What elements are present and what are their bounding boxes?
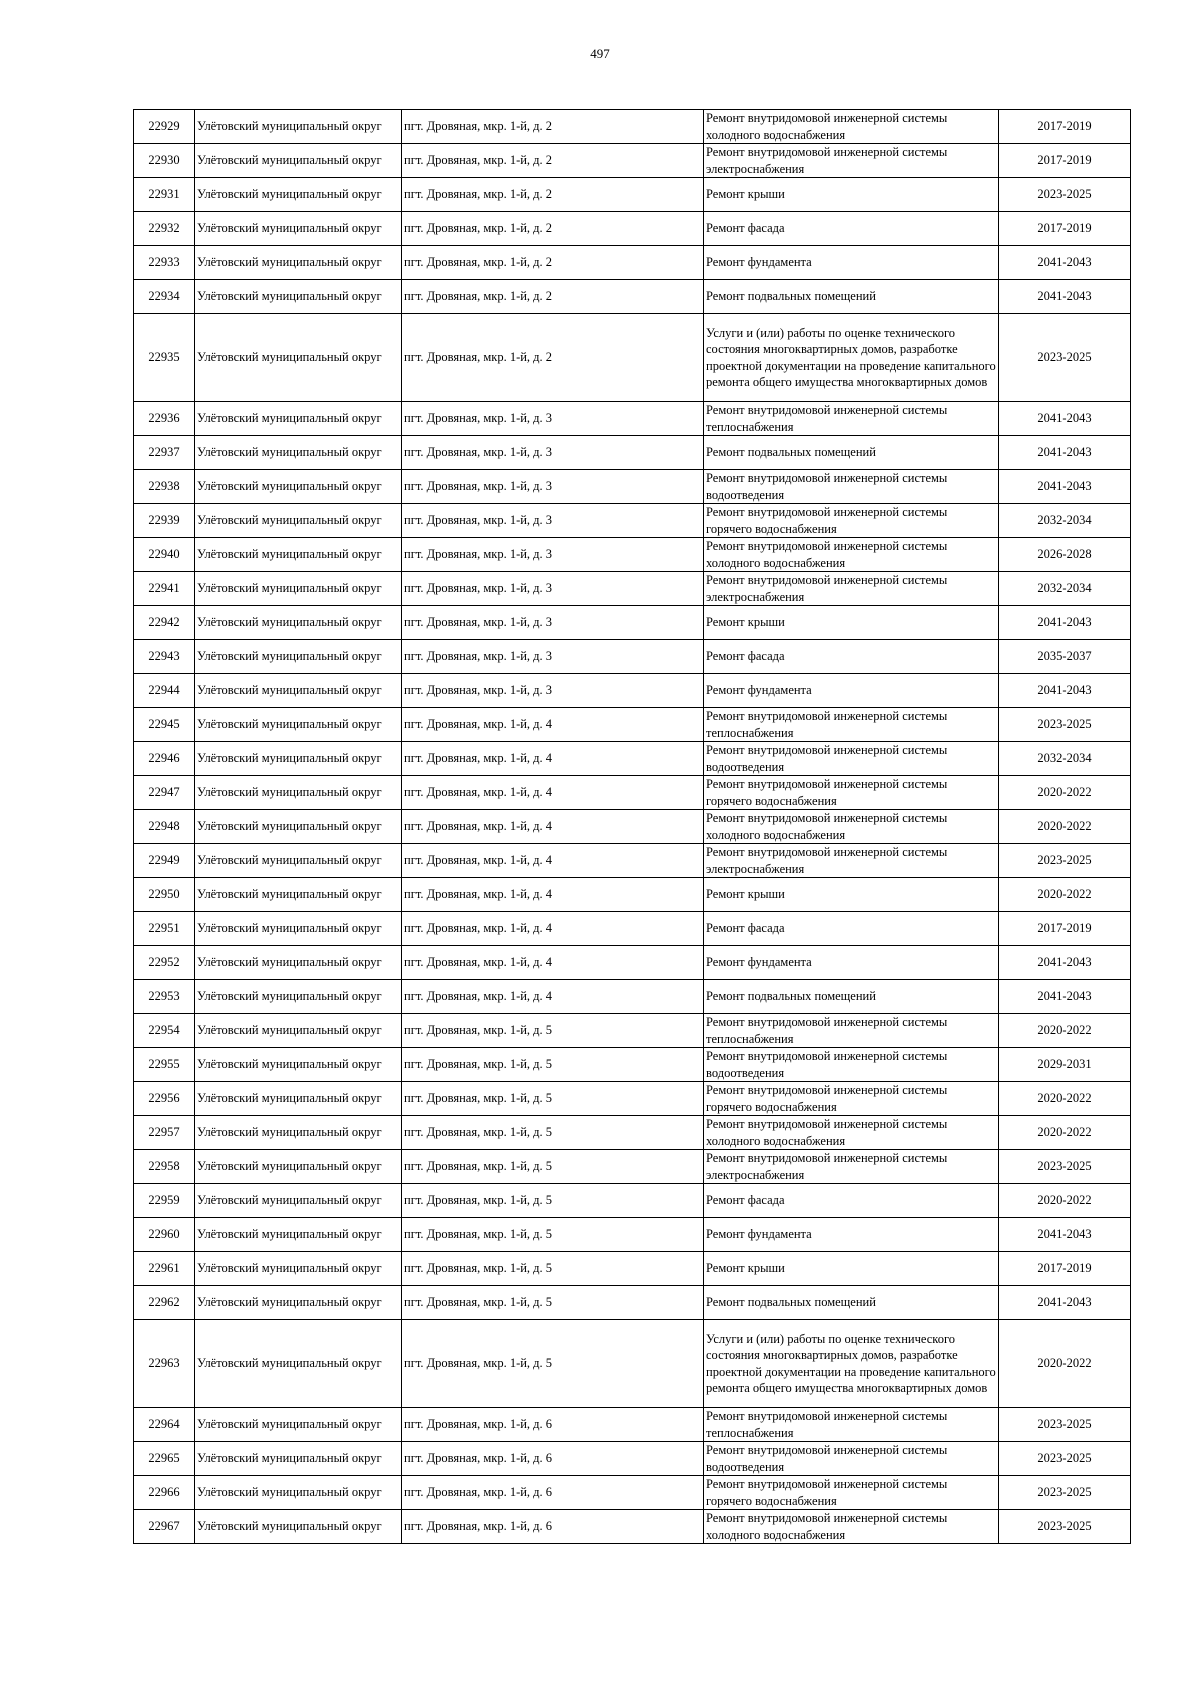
work-type-cell: Услуги и (или) работы по оценке технического состояния многоквартирных домов, разработке проектной документации на проведение капитального ремонта общего имущества многоквартирных домов <box>704 1320 999 1408</box>
address-cell: пгт. Дровяная, мкр. 1-й, д. 5 <box>402 1218 704 1252</box>
address-cell: пгт. Дровяная, мкр. 1-й, д. 5 <box>402 1320 704 1408</box>
address-cell: пгт. Дровяная, мкр. 1-й, д. 2 <box>402 110 704 144</box>
district-cell: Улётовский муниципальный округ <box>195 1184 402 1218</box>
row-number-cell: 22943 <box>134 640 195 674</box>
period-cell: 2023-2025 <box>999 1476 1131 1510</box>
work-type-cell: Ремонт крыши <box>704 1252 999 1286</box>
row-number-cell: 22948 <box>134 810 195 844</box>
work-type-cell: Ремонт внутридомовой инженерной системы теплоснабжения <box>704 708 999 742</box>
row-number-cell: 22958 <box>134 1150 195 1184</box>
district-cell: Улётовский муниципальный округ <box>195 212 402 246</box>
row-number-cell: 22966 <box>134 1476 195 1510</box>
period-cell: 2041-2043 <box>999 470 1131 504</box>
table-row <box>134 1510 1131 1544</box>
work-type-cell: Ремонт фундамента <box>704 1218 999 1252</box>
row-number-cell: 22940 <box>134 538 195 572</box>
row-number-cell: 22963 <box>134 1320 195 1408</box>
period-cell: 2023-2025 <box>999 314 1131 402</box>
table-row <box>134 1476 1131 1510</box>
address-cell: пгт. Дровяная, мкр. 1-й, д. 6 <box>402 1476 704 1510</box>
district-cell: Улётовский муниципальный округ <box>195 470 402 504</box>
repair-schedule-table <box>133 109 1131 1544</box>
table-row <box>134 776 1131 810</box>
district-cell: Улётовский муниципальный округ <box>195 946 402 980</box>
table-row <box>134 912 1131 946</box>
table-row <box>134 1082 1131 1116</box>
address-cell: пгт. Дровяная, мкр. 1-й, д. 6 <box>402 1510 704 1544</box>
row-number-cell: 22955 <box>134 1048 195 1082</box>
district-cell: Улётовский муниципальный округ <box>195 776 402 810</box>
work-type-cell: Ремонт фундамента <box>704 946 999 980</box>
address-cell: пгт. Дровяная, мкр. 1-й, д. 5 <box>402 1014 704 1048</box>
district-cell: Улётовский муниципальный округ <box>195 178 402 212</box>
district-cell: Улётовский муниципальный округ <box>195 1510 402 1544</box>
row-number-cell: 22959 <box>134 1184 195 1218</box>
row-number-cell: 22931 <box>134 178 195 212</box>
period-cell: 2017-2019 <box>999 1252 1131 1286</box>
work-type-cell: Ремонт подвальных помещений <box>704 1286 999 1320</box>
address-cell: пгт. Дровяная, мкр. 1-й, д. 2 <box>402 178 704 212</box>
address-cell: пгт. Дровяная, мкр. 1-й, д. 4 <box>402 912 704 946</box>
address-cell: пгт. Дровяная, мкр. 1-й, д. 4 <box>402 708 704 742</box>
district-cell: Улётовский муниципальный округ <box>195 402 402 436</box>
row-number-cell: 22960 <box>134 1218 195 1252</box>
address-cell: пгт. Дровяная, мкр. 1-й, д. 3 <box>402 606 704 640</box>
district-cell: Улётовский муниципальный округ <box>195 810 402 844</box>
district-cell: Улётовский муниципальный округ <box>195 1150 402 1184</box>
period-cell: 2041-2043 <box>999 606 1131 640</box>
district-cell: Улётовский муниципальный округ <box>195 1442 402 1476</box>
period-cell: 2023-2025 <box>999 1150 1131 1184</box>
table-row <box>134 1150 1131 1184</box>
row-number-cell: 22945 <box>134 708 195 742</box>
address-cell: пгт. Дровяная, мкр. 1-й, д. 3 <box>402 470 704 504</box>
period-cell: 2041-2043 <box>999 1218 1131 1252</box>
district-cell: Улётовский муниципальный округ <box>195 708 402 742</box>
row-number-cell: 22956 <box>134 1082 195 1116</box>
work-type-cell: Ремонт внутридомовой инженерной системы электроснабжения <box>704 1150 999 1184</box>
address-cell: пгт. Дровяная, мкр. 1-й, д. 4 <box>402 980 704 1014</box>
work-type-cell: Ремонт фундамента <box>704 674 999 708</box>
district-cell: Улётовский муниципальный округ <box>195 1082 402 1116</box>
district-cell: Улётовский муниципальный округ <box>195 640 402 674</box>
row-number-cell: 22949 <box>134 844 195 878</box>
address-cell: пгт. Дровяная, мкр. 1-й, д. 4 <box>402 844 704 878</box>
work-type-cell: Ремонт внутридомовой инженерной системы водоотведения <box>704 742 999 776</box>
work-type-cell: Ремонт внутридомовой инженерной системы горячего водоснабжения <box>704 1476 999 1510</box>
work-type-cell: Ремонт внутридомовой инженерной системы электроснабжения <box>704 144 999 178</box>
address-cell: пгт. Дровяная, мкр. 1-й, д. 4 <box>402 742 704 776</box>
period-cell: 2041-2043 <box>999 674 1131 708</box>
table-row <box>134 110 1131 144</box>
address-cell: пгт. Дровяная, мкр. 1-й, д. 3 <box>402 640 704 674</box>
district-cell: Улётовский муниципальный округ <box>195 606 402 640</box>
work-type-cell: Ремонт внутридомовой инженерной системы холодного водоснабжения <box>704 110 999 144</box>
work-type-cell: Ремонт внутридомовой инженерной системы холодного водоснабжения <box>704 1116 999 1150</box>
row-number-cell: 22964 <box>134 1408 195 1442</box>
address-cell: пгт. Дровяная, мкр. 1-й, д. 4 <box>402 946 704 980</box>
district-cell: Улётовский муниципальный округ <box>195 742 402 776</box>
period-cell: 2041-2043 <box>999 402 1131 436</box>
table-row <box>134 280 1131 314</box>
address-cell: пгт. Дровяная, мкр. 1-й, д. 2 <box>402 280 704 314</box>
row-number-cell: 22951 <box>134 912 195 946</box>
period-cell: 2017-2019 <box>999 144 1131 178</box>
table-row <box>134 1252 1131 1286</box>
row-number-cell: 22954 <box>134 1014 195 1048</box>
period-cell: 2041-2043 <box>999 1286 1131 1320</box>
row-number-cell: 22935 <box>134 314 195 402</box>
period-cell: 2020-2022 <box>999 1184 1131 1218</box>
row-number-cell: 22929 <box>134 110 195 144</box>
address-cell: пгт. Дровяная, мкр. 1-й, д. 2 <box>402 212 704 246</box>
work-type-cell: Ремонт внутридомовой инженерной системы электроснабжения <box>704 844 999 878</box>
address-cell: пгт. Дровяная, мкр. 1-й, д. 3 <box>402 572 704 606</box>
row-number-cell: 22930 <box>134 144 195 178</box>
table-row <box>134 178 1131 212</box>
row-number-cell: 22941 <box>134 572 195 606</box>
address-cell: пгт. Дровяная, мкр. 1-й, д. 5 <box>402 1150 704 1184</box>
row-number-cell: 22938 <box>134 470 195 504</box>
work-type-cell: Ремонт фасада <box>704 912 999 946</box>
district-cell: Улётовский муниципальный округ <box>195 538 402 572</box>
table-row <box>134 1218 1131 1252</box>
period-cell: 2020-2022 <box>999 776 1131 810</box>
work-type-cell: Ремонт крыши <box>704 878 999 912</box>
period-cell: 2041-2043 <box>999 280 1131 314</box>
table-row <box>134 538 1131 572</box>
period-cell: 2032-2034 <box>999 742 1131 776</box>
district-cell: Улётовский муниципальный округ <box>195 314 402 402</box>
period-cell: 2041-2043 <box>999 980 1131 1014</box>
table-row <box>134 606 1131 640</box>
row-number-cell: 22933 <box>134 246 195 280</box>
district-cell: Улётовский муниципальный округ <box>195 504 402 538</box>
row-number-cell: 22942 <box>134 606 195 640</box>
period-cell: 2023-2025 <box>999 1442 1131 1476</box>
address-cell: пгт. Дровяная, мкр. 1-й, д. 4 <box>402 776 704 810</box>
work-type-cell: Ремонт внутридомовой инженерной системы водоотведения <box>704 470 999 504</box>
work-type-cell: Ремонт фундамента <box>704 246 999 280</box>
district-cell: Улётовский муниципальный округ <box>195 246 402 280</box>
district-cell: Улётовский муниципальный округ <box>195 1218 402 1252</box>
row-number-cell: 22961 <box>134 1252 195 1286</box>
table-body <box>134 110 1131 1544</box>
address-cell: пгт. Дровяная, мкр. 1-й, д. 5 <box>402 1286 704 1320</box>
row-number-cell: 22947 <box>134 776 195 810</box>
work-type-cell: Ремонт внутридомовой инженерной системы водоотведения <box>704 1442 999 1476</box>
row-number-cell: 22934 <box>134 280 195 314</box>
table-row <box>134 1048 1131 1082</box>
work-type-cell: Ремонт подвальных помещений <box>704 280 999 314</box>
period-cell: 2041-2043 <box>999 436 1131 470</box>
table-row <box>134 1184 1131 1218</box>
period-cell: 2023-2025 <box>999 708 1131 742</box>
work-type-cell: Ремонт внутридомовой инженерной системы теплоснабжения <box>704 1014 999 1048</box>
district-cell: Улётовский муниципальный округ <box>195 878 402 912</box>
address-cell: пгт. Дровяная, мкр. 1-й, д. 3 <box>402 504 704 538</box>
row-number-cell: 22953 <box>134 980 195 1014</box>
period-cell: 2023-2025 <box>999 178 1131 212</box>
district-cell: Улётовский муниципальный округ <box>195 1252 402 1286</box>
district-cell: Улётовский муниципальный округ <box>195 1476 402 1510</box>
table-row <box>134 1286 1131 1320</box>
period-cell: 2023-2025 <box>999 844 1131 878</box>
work-type-cell: Ремонт фасада <box>704 640 999 674</box>
row-number-cell: 22937 <box>134 436 195 470</box>
district-cell: Улётовский муниципальный округ <box>195 280 402 314</box>
table-row <box>134 1116 1131 1150</box>
table-row <box>134 144 1131 178</box>
table-row <box>134 212 1131 246</box>
district-cell: Улётовский муниципальный округ <box>195 980 402 1014</box>
period-cell: 2023-2025 <box>999 1510 1131 1544</box>
work-type-cell: Ремонт внутридомовой инженерной системы горячего водоснабжения <box>704 776 999 810</box>
period-cell: 2017-2019 <box>999 212 1131 246</box>
period-cell: 2020-2022 <box>999 1082 1131 1116</box>
table-row <box>134 946 1131 980</box>
table-row <box>134 470 1131 504</box>
address-cell: пгт. Дровяная, мкр. 1-й, д. 5 <box>402 1252 704 1286</box>
period-cell: 2020-2022 <box>999 1320 1131 1408</box>
period-cell: 2020-2022 <box>999 810 1131 844</box>
table-row <box>134 1014 1131 1048</box>
district-cell: Улётовский муниципальный округ <box>195 912 402 946</box>
period-cell: 2032-2034 <box>999 504 1131 538</box>
address-cell: пгт. Дровяная, мкр. 1-й, д. 5 <box>402 1184 704 1218</box>
table-row <box>134 436 1131 470</box>
row-number-cell: 22967 <box>134 1510 195 1544</box>
address-cell: пгт. Дровяная, мкр. 1-й, д. 2 <box>402 246 704 280</box>
table-row <box>134 674 1131 708</box>
work-type-cell: Ремонт фасада <box>704 212 999 246</box>
period-cell: 2017-2019 <box>999 912 1131 946</box>
table-row <box>134 572 1131 606</box>
period-cell: 2035-2037 <box>999 640 1131 674</box>
work-type-cell: Ремонт подвальных помещений <box>704 436 999 470</box>
work-type-cell: Ремонт крыши <box>704 606 999 640</box>
table-row <box>134 708 1131 742</box>
table-row <box>134 402 1131 436</box>
row-number-cell: 22962 <box>134 1286 195 1320</box>
district-cell: Улётовский муниципальный округ <box>195 1408 402 1442</box>
work-type-cell: Ремонт внутридомовой инженерной системы горячего водоснабжения <box>704 1082 999 1116</box>
work-type-cell: Ремонт внутридомовой инженерной системы горячего водоснабжения <box>704 504 999 538</box>
address-cell: пгт. Дровяная, мкр. 1-й, д. 3 <box>402 674 704 708</box>
address-cell: пгт. Дровяная, мкр. 1-й, д. 5 <box>402 1116 704 1150</box>
work-type-cell: Ремонт внутридомовой инженерной системы водоотведения <box>704 1048 999 1082</box>
work-type-cell: Ремонт внутридомовой инженерной системы теплоснабжения <box>704 402 999 436</box>
row-number-cell: 22950 <box>134 878 195 912</box>
period-cell: 2020-2022 <box>999 1116 1131 1150</box>
district-cell: Улётовский муниципальный округ <box>195 572 402 606</box>
address-cell: пгт. Дровяная, мкр. 1-й, д. 3 <box>402 538 704 572</box>
district-cell: Улётовский муниципальный округ <box>195 436 402 470</box>
district-cell: Улётовский муниципальный округ <box>195 1286 402 1320</box>
district-cell: Улётовский муниципальный округ <box>195 144 402 178</box>
period-cell: 2020-2022 <box>999 1014 1131 1048</box>
row-number-cell: 22944 <box>134 674 195 708</box>
district-cell: Улётовский муниципальный округ <box>195 1116 402 1150</box>
period-cell: 2032-2034 <box>999 572 1131 606</box>
address-cell: пгт. Дровяная, мкр. 1-й, д. 5 <box>402 1082 704 1116</box>
address-cell: пгт. Дровяная, мкр. 1-й, д. 4 <box>402 878 704 912</box>
work-type-cell: Ремонт внутридомовой инженерной системы теплоснабжения <box>704 1408 999 1442</box>
address-cell: пгт. Дровяная, мкр. 1-й, д. 4 <box>402 810 704 844</box>
table-row <box>134 810 1131 844</box>
row-number-cell: 22932 <box>134 212 195 246</box>
row-number-cell: 22952 <box>134 946 195 980</box>
page-number: 497 <box>590 46 610 61</box>
period-cell: 2026-2028 <box>999 538 1131 572</box>
table-row <box>134 1442 1131 1476</box>
row-number-cell: 22939 <box>134 504 195 538</box>
row-number-cell: 22957 <box>134 1116 195 1150</box>
period-cell: 2020-2022 <box>999 878 1131 912</box>
table-row <box>134 1408 1131 1442</box>
table-row <box>134 640 1131 674</box>
work-type-cell: Услуги и (или) работы по оценке технического состояния многоквартирных домов, разработке проектной документации на проведение капитального ремонта общего имущества многоквартирных домов <box>704 314 999 402</box>
work-type-cell: Ремонт подвальных помещений <box>704 980 999 1014</box>
period-cell: 2029-2031 <box>999 1048 1131 1082</box>
period-cell: 2041-2043 <box>999 946 1131 980</box>
table-row <box>134 1320 1131 1408</box>
address-cell: пгт. Дровяная, мкр. 1-й, д. 2 <box>402 144 704 178</box>
district-cell: Улётовский муниципальный округ <box>195 1320 402 1408</box>
table-row <box>134 844 1131 878</box>
period-cell: 2023-2025 <box>999 1408 1131 1442</box>
address-cell: пгт. Дровяная, мкр. 1-й, д. 3 <box>402 402 704 436</box>
row-number-cell: 22965 <box>134 1442 195 1476</box>
address-cell: пгт. Дровяная, мкр. 1-й, д. 2 <box>402 314 704 402</box>
work-type-cell: Ремонт внутридомовой инженерной системы холодного водоснабжения <box>704 1510 999 1544</box>
period-cell: 2041-2043 <box>999 246 1131 280</box>
district-cell: Улётовский муниципальный округ <box>195 1048 402 1082</box>
address-cell: пгт. Дровяная, мкр. 1-й, д. 6 <box>402 1408 704 1442</box>
work-type-cell: Ремонт внутридомовой инженерной системы электроснабжения <box>704 572 999 606</box>
address-cell: пгт. Дровяная, мкр. 1-й, д. 5 <box>402 1048 704 1082</box>
work-type-cell: Ремонт внутридомовой инженерной системы холодного водоснабжения <box>704 810 999 844</box>
table-row <box>134 742 1131 776</box>
row-number-cell: 22946 <box>134 742 195 776</box>
work-type-cell: Ремонт фасада <box>704 1184 999 1218</box>
row-number-cell: 22936 <box>134 402 195 436</box>
period-cell: 2017-2019 <box>999 110 1131 144</box>
work-type-cell: Ремонт внутридомовой инженерной системы холодного водоснабжения <box>704 538 999 572</box>
district-cell: Улётовский муниципальный округ <box>195 1014 402 1048</box>
address-cell: пгт. Дровяная, мкр. 1-й, д. 6 <box>402 1442 704 1476</box>
district-cell: Улётовский муниципальный округ <box>195 110 402 144</box>
table-row <box>134 246 1131 280</box>
table-row <box>134 878 1131 912</box>
district-cell: Улётовский муниципальный округ <box>195 844 402 878</box>
table-row <box>134 314 1131 402</box>
work-type-cell: Ремонт крыши <box>704 178 999 212</box>
table-row <box>134 980 1131 1014</box>
table-row <box>134 504 1131 538</box>
address-cell: пгт. Дровяная, мкр. 1-й, д. 3 <box>402 436 704 470</box>
district-cell: Улётовский муниципальный округ <box>195 674 402 708</box>
